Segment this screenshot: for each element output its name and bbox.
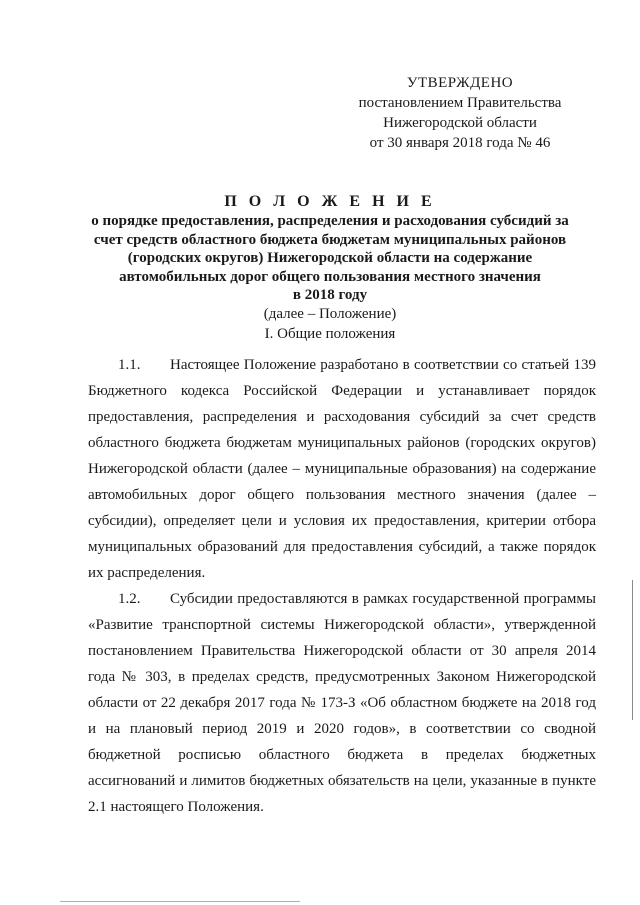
document-subtitle-line: счет средств областного бюджета бюджетам муниципальных районов (93, 231, 567, 248)
document-subtitle-line: о порядке предоставления, распределения и расходования субсидий за (91, 213, 569, 229)
approval-line: постановлением Правительства (358, 95, 562, 111)
approval-stamp (340, 73, 580, 153)
paragraph-text: Настоящее Положение разработано в соответствии со статьей 139 Бюджетного кодекса Российской Федерации и устанавливает порядок предоставления, распределения и расходования субсидий за счет средств областного бюджета бюджетам муниципальных районов (городских округов) Нижегородской области (далее – муниципальные образования) на содержание автомобильных дорог общего пользования местного значения (далее – субсидии), определяет цели и условия их предоставления, критерии отбора муниципальных образований для предоставления субсидий, а также порядок их распределения. (88, 357, 596, 581)
paragraph-text: Субсидии предоставляются в рамках государственной программы «Развитие транспортной системы Нижегородской области», утвержденной постановлением Правительства Нижегородской области от 30 апреля 2014 года № 303, в пределах средств, предусмотренных Законом Нижегородской области от 22 декабря 2017 года № 173-З «Об областном бюджете на 2018 год и на плановый период 2019 и 2020 годов», в соответствии со сводной бюджетной росписью областного бюджета в пределах бюджетных ассигнований и лимитов бюджетных обязательств на цели, указанные в пункте 2.1 настоящего Положения. (88, 591, 596, 815)
paragraph-1-2 (88, 586, 596, 820)
paragraph-number: 1.1. (118, 357, 141, 373)
section-heading: I. Общие положения (264, 326, 396, 342)
document-body (88, 352, 596, 820)
document-heading: П О Л О Ж Е Н И Е (224, 193, 436, 210)
document-subtitle-line: в 2018 году (292, 287, 368, 303)
scan-edge-mark (60, 901, 300, 902)
approval-title: УТВЕРЖДЕНО (406, 75, 514, 91)
document-subtitle-line: (городских округов) Нижегородской области на содержание (127, 250, 533, 266)
document-title-note: (далее – Положение) (263, 305, 397, 322)
approval-line: Нижегородской области (383, 115, 537, 131)
paragraph-1-1 (88, 352, 596, 586)
approval-date-line: от 30 января 2018 года № 46 (369, 135, 551, 151)
document-title (60, 192, 600, 324)
paragraph-number: 1.2. (118, 591, 141, 607)
scan-edge-mark (632, 580, 633, 720)
document-subtitle-line: автомобильных дорог общего пользования местного значения (119, 268, 541, 285)
